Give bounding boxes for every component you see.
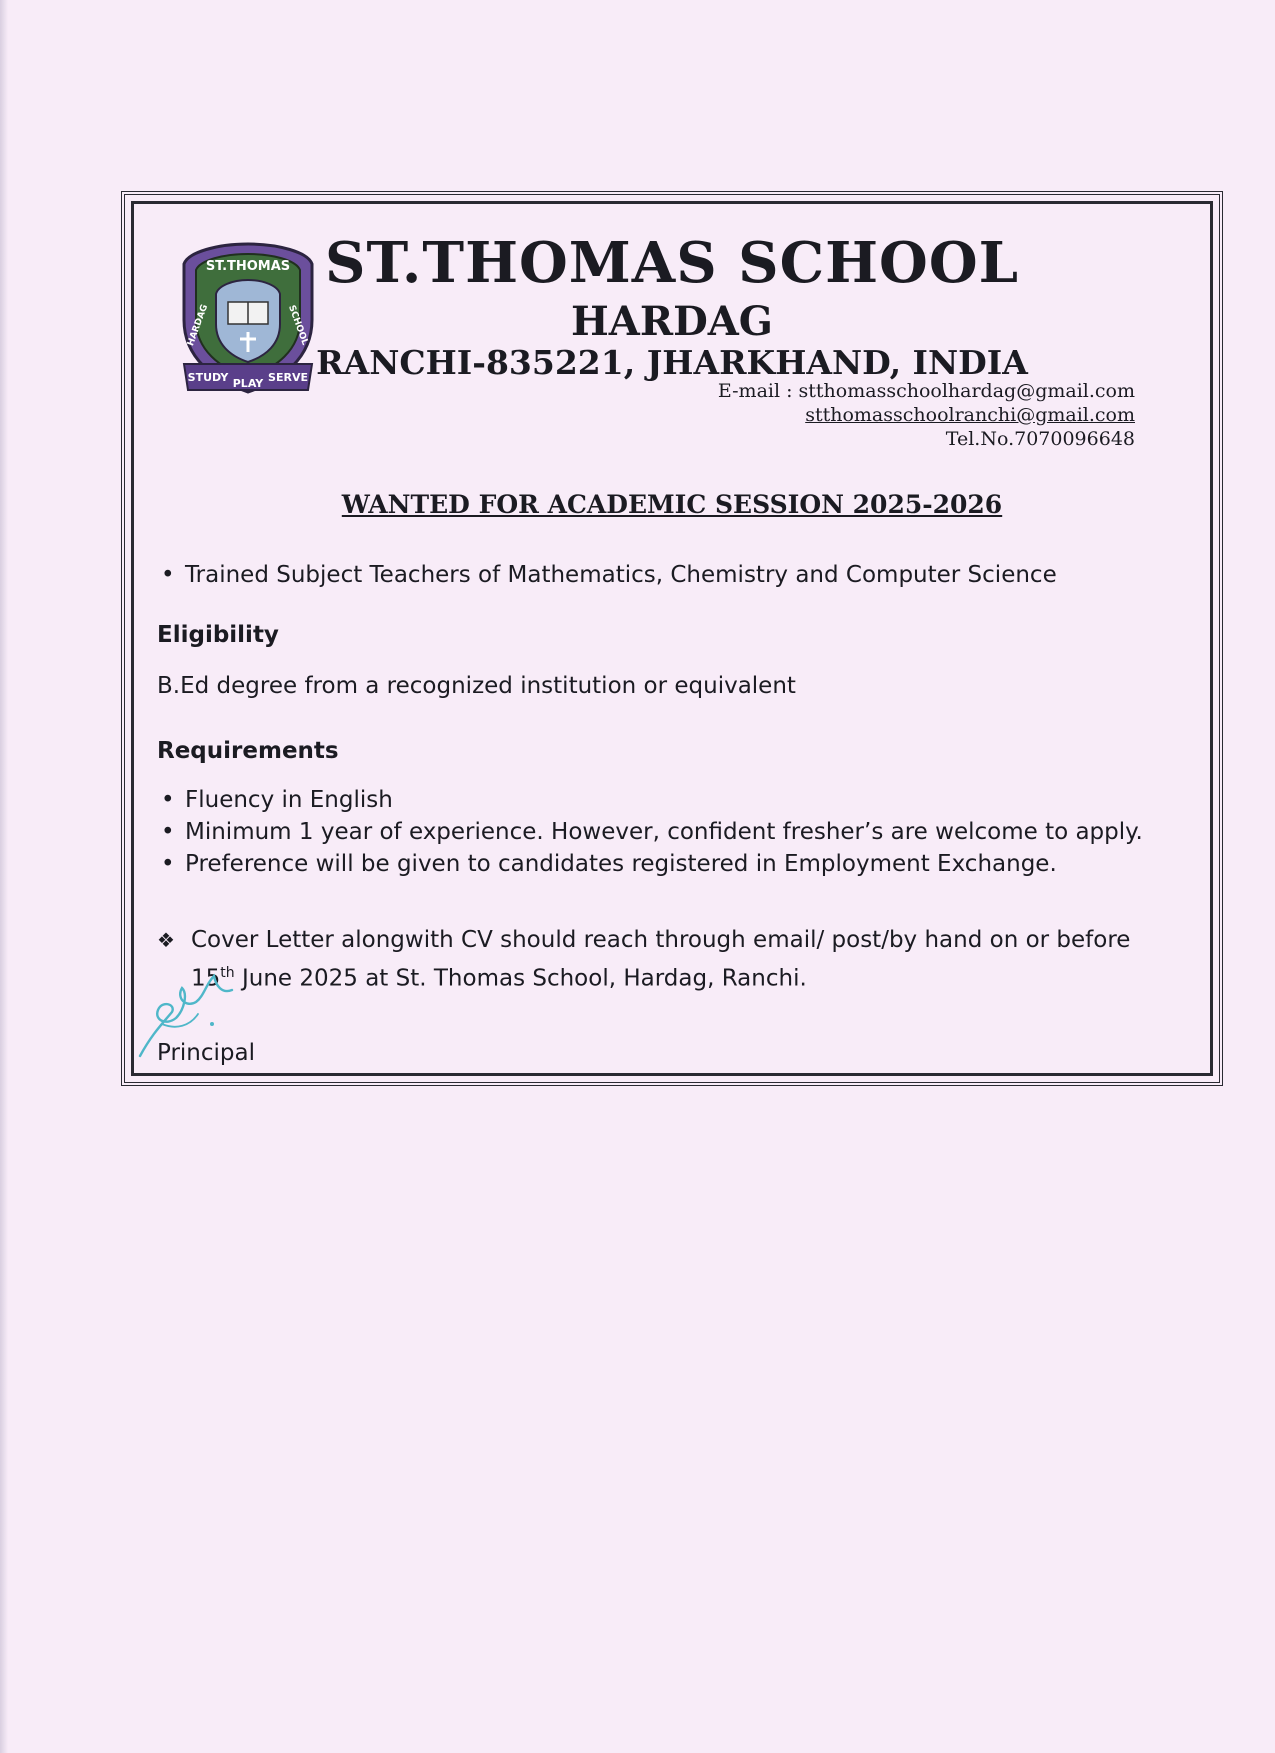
cover-line-1: Cover Letter alongwith CV should reach through email/ post/by hand on or before: [191, 927, 1131, 953]
eligibility-text: B.Ed degree from a recognized institution or equivalent: [157, 673, 796, 699]
cover-rest: June 2025 at St. Thomas School, Hardag, Ranchi.: [234, 965, 807, 992]
crest-right-text: SCHOOL: [286, 304, 310, 347]
requirement-item: • Fluency in English: [157, 784, 1188, 816]
position-item: • Trained Subject Teachers of Mathematics, Chemistry and Computer Science: [157, 559, 1188, 591]
crest-ribbon-study: STUDY: [187, 371, 229, 384]
notice-heading: WANTED FOR ACADEMIC SESSION 2025-2026: [341, 490, 1003, 519]
positions-section: [157, 559, 1188, 591]
school-address: RANCHI-835221, JHARKHAND, INDIA: [316, 343, 1028, 382]
requirements-list: [157, 784, 1188, 880]
requirement-item: • Minimum 1 year of experience. However, confident fresher’s are welcome to apply.: [157, 816, 1188, 848]
cover-line-2: [191, 957, 1188, 996]
crest-left-text: HARDAG: [186, 303, 211, 348]
requirement-item: • Preference will be given to candidates registered in Employment Exchange.: [157, 848, 1188, 880]
school-locality: HARDAG: [571, 298, 773, 345]
scan-edge: [0, 0, 8, 1753]
notice-frame: [121, 191, 1223, 1086]
contact-block: [718, 379, 1135, 451]
crest-top-text: ST.THOMAS: [205, 259, 291, 274]
cover-letter-note: [157, 924, 1188, 996]
signatory-label: Principal: [157, 1040, 256, 1066]
eligibility-title: Eligibility: [157, 622, 279, 648]
email-primary: E-mail : stthomasschoolhardag@gmail.com: [717, 380, 1135, 402]
cover-day: 15: [191, 965, 221, 992]
cover-day-suffix: th: [220, 965, 235, 981]
phone-number: Tel.No.7070096648: [945, 428, 1135, 450]
requirements-title: Requirements: [157, 738, 339, 764]
diamond-bullet-icon: ❖: [157, 928, 175, 952]
school-name: ST.THOMAS SCHOOL: [325, 230, 1019, 296]
crest-ribbon-serve: SERVE: [268, 371, 308, 384]
crest-ribbon-play: PLAY: [232, 377, 264, 390]
notice-inner-border: [131, 201, 1213, 1076]
email-secondary: stthomasschoolranchi@gmail.com: [805, 404, 1135, 426]
